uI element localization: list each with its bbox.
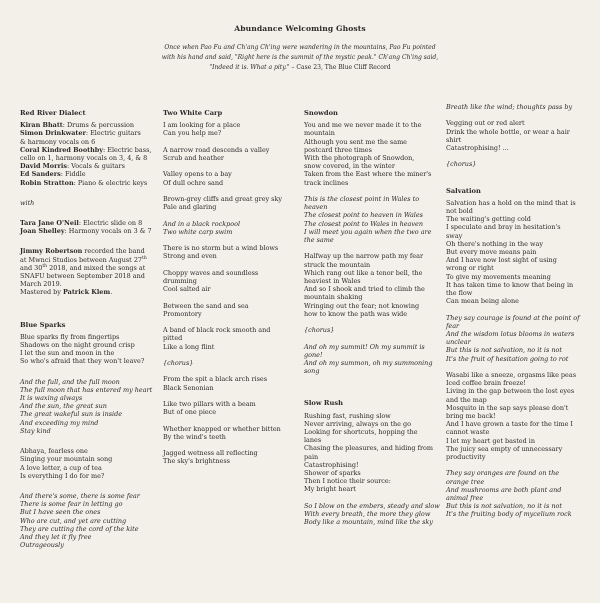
stanza: [446, 371, 582, 461]
recording-line: [20, 288, 150, 296]
lyric-line: Catastrophising! ...: [446, 144, 509, 152]
lyric-line: And I have grown a taste for the time I: [446, 420, 573, 429]
lyric-line: the flow: [446, 289, 473, 298]
lyric-line: The full moon that has entered my heart: [20, 385, 153, 394]
recording-text: at Mwnci Studios between August 27: [20, 255, 143, 264]
lyric-line: It is waxing always: [20, 394, 83, 403]
stanza: [163, 195, 290, 211]
lyric-line: Living in the gap between the lost eyes: [446, 387, 575, 396]
chorus-marker: {chorus}: [446, 160, 477, 169]
lyric-line: shirt: [446, 135, 462, 144]
lyric-line: animal free: [446, 494, 484, 503]
lyric-line: So I blow on the embers, steady and slow: [304, 501, 440, 510]
lyric-line: Valley opens to a bay: [163, 170, 232, 179]
member-name: Kiran Bhatt: [20, 121, 63, 130]
member: [20, 154, 150, 162]
column-salvation: [446, 103, 582, 519]
lyric-line: Is everything I do for me?: [20, 471, 105, 480]
lyric-line: heaviest in Wales: [304, 277, 361, 286]
lyric-line: mountain shaking: [304, 293, 363, 302]
ordinal-suffix: th: [142, 255, 147, 261]
engineer-name: Jimmy Robertson: [20, 247, 83, 256]
lyric-line: Drink the whole bottle, or wear a hair: [446, 127, 570, 136]
column-two-white-carp: [163, 103, 290, 466]
lyric-line: wrong or right: [446, 264, 494, 273]
lyric-line: Cool salted air: [163, 285, 211, 294]
lyric-line: Body like a mountain, mind like the sky: [304, 518, 433, 527]
lyric-line: Chasing the pleasures, and hiding from: [304, 444, 434, 453]
epigraph-line: [148, 63, 452, 73]
member-role: : Piano & electric keys: [73, 178, 148, 187]
member-name: Ed Sanders: [20, 170, 61, 179]
lyric-line: Shower of sparks: [304, 469, 361, 478]
recording-line: SNAFU between September 2018 and: [20, 272, 145, 281]
lyric-line: With the photograph of Snowdon,: [304, 154, 415, 163]
lyric-line: So who's afraid that they won't leave?: [20, 357, 145, 366]
stanza: [20, 333, 150, 366]
lyric-line: Looking for shortcuts, hopping the: [304, 428, 418, 437]
lyric-line: track inclines: [304, 178, 349, 187]
guest-name: Tara Jane O'Neil: [20, 219, 79, 228]
recording-line: [20, 256, 150, 264]
guest: [20, 219, 150, 227]
lyric-line: They say courage is found at the point of: [446, 313, 580, 322]
lyric-line: They say oranges are found on the: [446, 469, 560, 478]
lyric-line: A love letter, a cup of tea: [20, 463, 102, 472]
lyric-line: orange tree: [446, 477, 485, 486]
song-title: Slow Rush: [304, 399, 343, 408]
stanza: [20, 377, 153, 435]
lyric-line: Scrub and heather: [163, 154, 224, 162]
epigraph-text: "Indeed it is. What a pity.": [209, 64, 290, 71]
stanza: [304, 121, 434, 187]
recording-text: .: [110, 288, 113, 297]
member-name: Coral Kindred Boothby: [20, 145, 104, 154]
lyric-line: Abhaya, fearless one: [20, 447, 88, 456]
lyric-line: Although you sent me the same: [304, 137, 407, 146]
member: [20, 138, 150, 146]
lyric-line: gone!: [304, 350, 323, 359]
lyric-line: Whether knapped or whether bitten: [163, 424, 281, 433]
stanza: [446, 103, 582, 111]
lyric-line: But every move means pain: [446, 248, 537, 257]
member: [20, 170, 150, 178]
stanza: [163, 400, 290, 416]
member-role: : Fiddle: [60, 170, 86, 179]
lyric-line: By the wind's teeth: [163, 432, 226, 441]
lyric-line: And the wisdom lotus blooms in waters: [446, 330, 575, 339]
stanza: [304, 343, 434, 376]
lyric-line: productivity: [446, 453, 486, 462]
stanza: [20, 492, 150, 549]
lyric-line: Then I notice their source:: [304, 477, 391, 486]
lyric-line: Strong and even: [163, 252, 217, 261]
lyric-line: But I have seen the ones: [20, 508, 101, 517]
lyric-line: Blue sparks fly from fingertips: [20, 332, 120, 341]
members-list: [20, 121, 150, 187]
stanza: [163, 269, 290, 294]
stanza: [304, 195, 434, 244]
member-role: : Vocals & guitars: [66, 162, 125, 171]
lyric-line: Which rang out like a tenor bell, the: [304, 268, 423, 277]
lyric-line: Taken from the East where the miner's: [304, 170, 432, 179]
lyric-line: My bright heart: [304, 485, 356, 494]
lyric-line: This is the closest point in Wales to: [304, 195, 420, 204]
ordinal-suffix: th: [42, 263, 48, 269]
song-title: Salvation: [446, 186, 481, 195]
epigraph-citation: – Case 23, The Blue Cliff Record: [289, 64, 391, 71]
lyric-line: There is some fear in letting go: [20, 500, 123, 509]
epigraph: [148, 43, 452, 73]
lyric-line: not bold: [446, 207, 473, 215]
member-role: : Electric guitars: [85, 129, 141, 138]
song-title: Snowdon: [304, 109, 338, 117]
lyric-line: With every breath, the more they glow: [304, 510, 431, 519]
recording-text: and 30: [20, 263, 43, 272]
lyric-line: Of dull ochre sand: [163, 178, 224, 187]
lyric-line: From the spit a black arch rises: [163, 375, 267, 384]
lyric-line: fear: [446, 321, 460, 330]
lyric-line: Black Senonian: [163, 383, 214, 392]
lyric-line: snow covered, in the winter: [304, 162, 395, 171]
stanza: [446, 314, 582, 363]
lyric-line: Halfway up the narrow path my fear: [304, 252, 424, 261]
lyric-line: song: [304, 367, 320, 376]
member-role: : Electric bass,: [103, 145, 152, 154]
lyric-line: Stay kind: [20, 426, 51, 435]
member: [20, 146, 150, 154]
stanza: [304, 252, 434, 318]
lyric-line: Shadows on the night ground crisp: [20, 341, 135, 350]
lyric-line: There is no storm but a wind blows: [163, 244, 279, 253]
lyric-line: Like two pillars with a beam: [163, 399, 256, 408]
lyric-line: And in a black rockpool: [163, 219, 241, 228]
lyric-line: And oh my summit! Oh my summit is: [304, 342, 425, 351]
stanza: [446, 119, 582, 152]
lyric-line: And so I shook and tried to climb the: [304, 285, 425, 294]
lyric-line: But this is not salvation, no it is not: [446, 346, 562, 355]
lyric-line: It's the fruiting body of mycelium rock: [446, 510, 572, 519]
lyric-line: And there's some, there is some fear: [20, 491, 140, 500]
lyric-line: Oh there's nothing in the way: [446, 239, 543, 248]
lyric-line: The closest point to Wales in heaven: [304, 219, 423, 228]
lyric-line: Pale and glaring: [163, 203, 217, 212]
recording-line: [20, 264, 150, 272]
lyric-line: A band of black rock smooth and: [163, 326, 271, 335]
lyric-line: Vegging out or red alert: [446, 119, 525, 128]
guest-name: Joan Shelley: [20, 227, 65, 236]
member: [20, 162, 150, 170]
member-role: : Drums & percussion: [62, 121, 135, 130]
lyric-line: Who are cut, and yet are cutting: [20, 516, 127, 525]
chorus-marker: {chorus}: [163, 358, 194, 367]
stanza: [163, 220, 290, 236]
lyric-line: And they let it fly free: [20, 532, 92, 541]
member: [20, 129, 150, 137]
song-title: Two White Carp: [163, 109, 223, 117]
lyric-line: Rushing fast, rushing slow: [304, 411, 391, 420]
member: [20, 121, 150, 129]
lyric-line: drumming: [163, 276, 197, 285]
lyric-line: heaven: [304, 203, 328, 212]
lyric-line: and the map: [446, 395, 487, 404]
stanza: [163, 170, 290, 186]
lyric-line: I speculate and bray in hesitation's: [446, 223, 561, 232]
stanza: [163, 375, 290, 391]
lyric-line: To give my movements meaning: [446, 272, 551, 281]
recording-text: 2018, and mixed the songs at: [47, 263, 146, 272]
lyric-line: A narrow road descends a valley: [163, 145, 270, 154]
lyric-line: sway: [446, 231, 463, 240]
lyric-line: But of one piece: [163, 408, 217, 417]
mastering-name: Patrick Klem: [63, 288, 111, 297]
lyric-line: bring me back!: [446, 412, 496, 421]
member: [20, 179, 150, 187]
lyric-line: They are cutting the cord of the kite: [20, 524, 139, 533]
guest-role: : Electric slide on 8: [78, 219, 143, 228]
lyric-line: Choppy waves and soundless: [163, 268, 259, 277]
lyric-line: struck the mountain: [304, 260, 371, 269]
lyric-line: Promontory: [163, 309, 202, 318]
epigraph-line: with his hand and said, "Right here is the summit of the mystic peak." Ch'ang Ch'ing said,: [161, 54, 439, 61]
lyric-line: lanes: [304, 436, 322, 445]
lyric-line: Can you help me?: [163, 129, 222, 138]
lyric-line: cannot waste: [446, 428, 490, 437]
lyric-line: Jagged wetness all reflecting: [163, 449, 258, 458]
lyric-line: And exceeding my mind: [20, 418, 99, 427]
lyric-line: And oh my summon, oh my summoning: [304, 359, 433, 368]
lyric-line: But this is not salvation, no it is not: [446, 502, 562, 511]
lyric-line: Salvation has a hold on the mind that is: [446, 198, 576, 207]
lyric-line: It's the fruit of hesitation going to rot: [446, 354, 569, 363]
lyric-line: The sky's brightness: [163, 457, 230, 466]
lyric-line: The great wakeful sun is inside: [20, 410, 123, 419]
lyric-line: unclear: [446, 338, 471, 347]
with-label: with: [20, 198, 35, 207]
recording-text: recorded the band: [82, 247, 145, 256]
stanza: [304, 412, 434, 494]
column-credits: [20, 103, 153, 550]
recording-notes: [20, 247, 150, 296]
lyric-line: I let the sun and moon in the: [20, 349, 115, 358]
stanza: [163, 302, 290, 318]
recording-line: [20, 247, 150, 255]
chorus-marker: {chorus}: [304, 326, 335, 335]
lyric-line: Singing your mountain song: [20, 455, 113, 464]
member-name: Robin Stratton: [20, 178, 74, 187]
lyric-line: And the sun, the great sun: [20, 402, 107, 411]
member-role: cello on 1, harmony vocals on 3, 4, & 8: [20, 154, 148, 163]
lyric-line: The juicy sea empty of unnecessary: [446, 444, 563, 453]
stanza: [446, 469, 582, 518]
lyric-line: Wringing out the fear; not knowing: [304, 301, 420, 310]
lyric-line: Like a long flint: [163, 342, 215, 351]
lyric-line: I will meet you again when the two are: [304, 227, 432, 236]
stanza: [446, 199, 582, 306]
recording-text: Mastered by: [20, 288, 63, 297]
lyric-line: And I have now lost sight of using: [446, 256, 557, 265]
member-name: Simon Drinkwater: [20, 129, 86, 138]
lyric-line: The waiting's getting cold: [446, 215, 531, 224]
band-name: Red River Dialect: [20, 109, 86, 117]
lyric-line: how to know the path was wide: [304, 309, 408, 318]
lyric-line: I let my heart get basted in: [446, 436, 535, 445]
lyric-line: It has taken time to know that being in: [446, 280, 574, 289]
stanza: [163, 326, 290, 351]
lyric-line: mountain: [304, 129, 335, 138]
lyric-line: The closest point to heaven in Wales: [304, 211, 423, 220]
album-title: Abundance Welcoming Ghosts: [234, 24, 366, 33]
lyric-line: postcard three times: [304, 145, 372, 154]
lyric-line: Brown-grey cliffs and great grey sky: [163, 194, 283, 203]
lyric-line: Catastrophising!: [304, 460, 359, 469]
stanza: [163, 449, 290, 465]
lyric-line: Mosquito in the sap says please don't: [446, 403, 569, 412]
stanza: [163, 146, 290, 162]
lyric-line: the same: [304, 236, 334, 245]
lyric-line: pain: [304, 452, 319, 461]
lyric-line: Outrageously: [20, 541, 64, 550]
guest-role: : Harmony vocals on 3 & 7: [64, 227, 152, 236]
member-name: David Morris: [20, 162, 67, 171]
lyric-line: Breath like the wind; thoughts pass by: [446, 103, 573, 111]
stanza: [163, 121, 290, 137]
guest: [20, 227, 150, 235]
stanza: [163, 244, 290, 260]
lyric-line: Between the sand and sea: [163, 301, 249, 310]
stanza: [20, 447, 150, 480]
lyric-line: You and me we never made it to the: [304, 121, 422, 130]
stanza: [163, 425, 290, 441]
lyric-line: Iced coffee brain freeze!: [446, 379, 527, 388]
stanza: [304, 501, 440, 527]
lyric-line: pitted: [163, 334, 183, 343]
lyric-line: Can mean being alone: [446, 297, 519, 306]
lyric-line: And the full, and the full moon: [20, 377, 120, 386]
lyric-line: I am looking for a place: [163, 121, 241, 130]
column-snowdon: [304, 103, 440, 527]
lyric-line: Wasabi like a sneeze, orgasms like peas: [446, 371, 576, 380]
recording-line: March 2019.: [20, 280, 62, 289]
member-role: & harmony vocals on 6: [20, 137, 96, 146]
lyric-line: Two white carp swim: [163, 227, 233, 236]
epigraph-line: Once when Pao Fu and Ch'ang Ch'ing were wandering in the mountains, Pao Fu pointed: [164, 44, 436, 51]
lyric-line: Never arriving, always on the go: [304, 419, 412, 428]
song-title: Blue Sparks: [20, 320, 66, 329]
lyric-line: And mushrooms are both plant and: [446, 485, 562, 494]
